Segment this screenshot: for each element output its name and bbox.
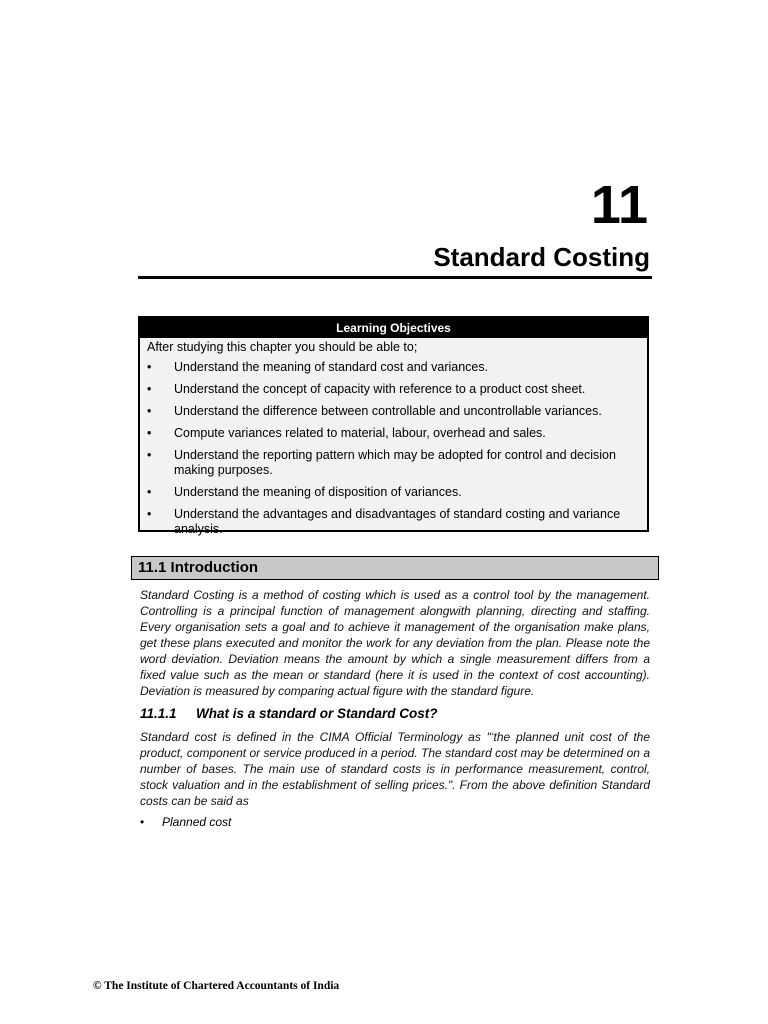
objective-item: • Compute variances related to material, labour, overhead and sales.: [147, 426, 546, 440]
bullet-icon: •: [147, 448, 152, 462]
objective-item: • Understand the concept of capacity with reference to a product cost sheet.: [147, 382, 586, 396]
bullet-icon: •: [147, 507, 152, 521]
learning-objectives-intro: After studying this chapter you should be able to;: [147, 340, 418, 354]
learning-objectives-list: [140, 360, 647, 537]
bullet-icon: •: [147, 426, 152, 440]
objective-item: • Understand the advantages and disadvantages of standard costing and variance analysis.: [147, 507, 621, 536]
footer-copyright: © The Institute of Chartered Accountants of India: [93, 980, 340, 992]
learning-objectives-box: [138, 316, 649, 536]
objective-item: • Understand the difference between controllable and uncontrollable variances.: [147, 404, 602, 418]
introduction-paragraph: Standard Costing is a method of costing which is used as a control tool by the management. Controlling is a principal function of management alongwith planning, directing and staffing. Every organisation sets a goal and to achieve it management of the organisation make plans, get these plans executed and monitor the work for any deviation from the plan. Please note the word deviation. Deviation means the amount by which a single measurement differs from a fixed value such as the mean or standard (here it is used in the context of cost accounting). Deviation is measured by comparing actual figure with the standard figure.: [140, 588, 650, 698]
list-item: • Planned cost: [140, 815, 232, 829]
chapter-title: Standard Costing: [433, 242, 650, 272]
learning-objectives-header: Learning Objectives: [140, 318, 647, 338]
bullet-icon: •: [147, 382, 152, 396]
subsection-heading: [140, 706, 438, 721]
bullet-icon: •: [140, 815, 145, 829]
standard-cost-paragraph: Standard cost is defined in the CIMA Official Terminology as "‘the planned unit cost of the product, component or service produced in a period. The standard cost may be determined on a number of bases. The main use of standard costs is in performance measurement, control, stock valuation and in the establishment of selling prices.". From the above definition Standard costs can be said as: [140, 730, 650, 808]
objective-item: • Understand the reporting pattern which may be adopted for control and decision making purposes.: [147, 448, 616, 477]
bullet-icon: •: [147, 360, 152, 374]
subsection-title: What is a standard or Standard Cost?: [196, 706, 438, 721]
objective-item: • Understand the meaning of standard cost and variances.: [147, 360, 489, 374]
bullet-icon: •: [147, 404, 152, 418]
subsection-number: 11.1.1: [140, 706, 177, 721]
objective-item: • Understand the meaning of disposition of variances.: [147, 485, 462, 499]
chapter-number: 11: [590, 175, 648, 235]
section-heading: 11.1 Introduction: [131, 556, 659, 580]
title-divider: [138, 276, 652, 279]
bullet-icon: •: [147, 485, 152, 499]
